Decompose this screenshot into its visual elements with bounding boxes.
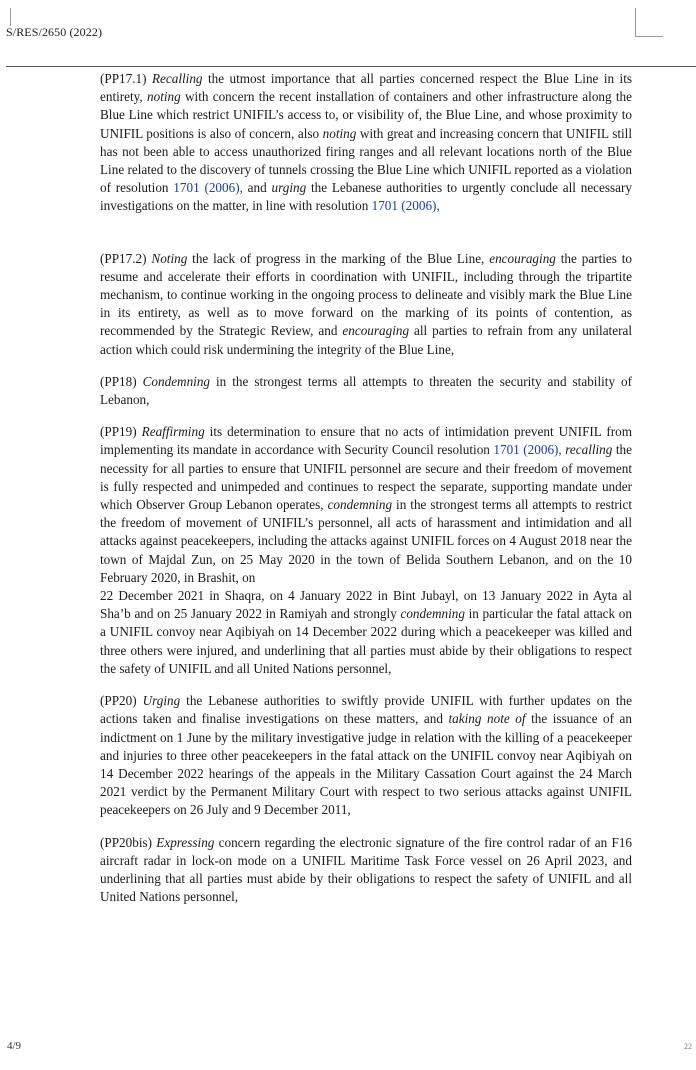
paragraph-label: (PP18) xyxy=(100,373,137,389)
operative-verb: Urging xyxy=(142,693,181,709)
paragraph-label: (PP17.2) xyxy=(100,250,147,266)
operative-verb: Recalling xyxy=(151,71,203,86)
header-rule xyxy=(6,66,696,67)
paragraph-text: the Lebanese authorities to urgently conclude all necessary investigations on the matter, in line with resolution xyxy=(100,180,632,214)
paragraph-text: all parties to refrain from any unilateral action which could risk undermining the integrity of the Blue Line, xyxy=(100,323,632,357)
paragraph-pp17-1 xyxy=(100,70,632,216)
corner-number: 22 xyxy=(684,1042,692,1051)
paragraph-text: the issuance of an indictment on 1 June by the military investigative judge in relation with the killing of a peacekeeper and injuries to three other peacekeepers in the fatal attack on the UNIFIL convoy near Aqibiyah on 14 December 2022 hearings of the appeals in the Military Cassation Court against the 24 March 2021 verdict by the Permanent Military Court with respect to two serious attacks against UNIFIL peacekeepers on 26 July and 9 December 2011, xyxy=(100,711,632,818)
paragraph-pp18 xyxy=(100,373,632,409)
operative-verb: condemning xyxy=(400,606,465,622)
resolution-link[interactable]: 1701 (2006), xyxy=(173,180,243,196)
crop-mark xyxy=(635,8,636,36)
operative-verb: Noting xyxy=(151,250,188,266)
operative-verb: condemning xyxy=(327,497,393,513)
paragraph-text: the necessity for all parties to ensure that UNIFIL personnel are secure and their freedom of movement is fully respected and unimpeded and continues to respect the separate, supporting mandate under which Observer Group Lebanon operates, xyxy=(100,442,632,513)
paragraph-pp19-continued xyxy=(100,587,632,678)
paragraph-text: in particular the fatal attack on a UNIFIL convoy near Aqibiyah on 14 December 2022 during which a peacekeeper was killed and three others were injured, and underlining that all parties must abide by their obligations to respect the safety of UNIFIL and all United Nations personnel, xyxy=(100,606,632,676)
resolution-link[interactable]: 1701 (2006), xyxy=(371,198,440,214)
operative-verb: noting xyxy=(147,89,181,105)
crop-mark xyxy=(10,8,11,26)
paragraph-text: 22 December 2021 in Shaqra, on 4 January 2022 in Bint Jubayl, on 13 January 2022 in Ayta al Sha’b and on 25 January 2022 in Ramiyah and strongly xyxy=(100,588,632,622)
operative-verb: Reaffirming xyxy=(141,424,205,440)
crop-mark xyxy=(635,36,663,37)
paragraph-text: concern regarding the electronic signature of the fire control radar of an F16 aircraft radar in lock-on mode on a UNIFIL Maritime Task Force vessel on 26 April 2023, and underlining that all parties must abide by their obligations to respect the safety of UNIFIL and all United Nations personnel, xyxy=(100,834,633,905)
operative-verb: encouraging xyxy=(489,250,556,266)
document-code: S/RES/2650 (2022) xyxy=(6,25,103,39)
operative-verb: taking note of xyxy=(448,711,526,727)
document-body xyxy=(100,70,632,906)
paragraph-text: with great and increasing concern that UNIFIL still has not been able to access unauthorized firing ranges and all relevant locations north of the Blue Line related to the discovery of tunnels crossing the Blue Line which UNIFIL reported as a violation of resolution xyxy=(100,125,632,196)
paragraph-pp19 xyxy=(100,423,632,587)
page-number: 4/9 xyxy=(7,1040,22,1052)
operative-verb: Expressing xyxy=(156,834,215,850)
paragraph-text: in the strongest terms all attempts to restrict the freedom of movement of UNIFIL’s personnel, all acts of harassment and intimidation and all attacks against peacekeepers, including the attacks against UNIFIL forces on 4 August 2018 near the town of Majdal Zun, on 25 May 2020 in the town of Belida Southern Lebanon, and on the 10 February 2020, in Brashit, on xyxy=(100,497,632,585)
operative-verb: urging xyxy=(271,180,307,196)
operative-verb: noting xyxy=(322,125,357,141)
paragraph-text: the Lebanese authorities to swiftly provide UNIFIL with further updates on the actions taken and finalise investigations on these matters, and xyxy=(100,693,632,727)
operative-verb: recalling xyxy=(565,442,613,458)
paragraph-label: (PP20) xyxy=(100,693,137,709)
paragraph-text: the lack of progress in the marking of the Blue Line, xyxy=(187,250,490,266)
paragraph-pp17-2 xyxy=(100,250,632,359)
paragraph-text: with concern the recent installation of containers and other infrastructure along the Blue Line which restrict UNIFIL’s access to, or visibility of, the Blue Line, and whose proximity to UNIFIL positions is also of concern, also xyxy=(100,89,633,141)
paragraph-label: (PP20bis) xyxy=(100,834,153,850)
paragraph-text: in the strongest terms all attempts to threaten the security and stability of Lebanon, xyxy=(100,373,633,408)
paragraph-text: the utmost importance that all parties concerned respect the Blue Line in its entirety, xyxy=(100,71,632,105)
paragraph-text: and xyxy=(242,180,272,196)
paragraph-text: its determination to ensure that no acts of intimidation prevent UNIFIL from implementing its mandate in accordance with Security Council resolution xyxy=(100,424,633,458)
operative-verb: Condemning xyxy=(142,373,211,389)
paragraph-pp20 xyxy=(100,692,632,819)
paragraph-pp20bis xyxy=(100,834,632,907)
paragraph-label: (PP19) xyxy=(100,424,137,440)
paragraph-label: (PP17.1) xyxy=(100,71,147,86)
operative-verb: encouraging xyxy=(342,323,410,339)
paragraph-text: the parties to resume and accelerate their efforts in coordination with UNIFIL, including through the tripartite mechanism, to continue working in the ongoing process to delineate and visibly mark the Blue Line in its entirety, as well as to move forward on the marking of its points of contention, as recommended by the Strategic Review, and xyxy=(100,250,633,339)
resolution-link[interactable]: 1701 (2006), xyxy=(493,442,562,458)
